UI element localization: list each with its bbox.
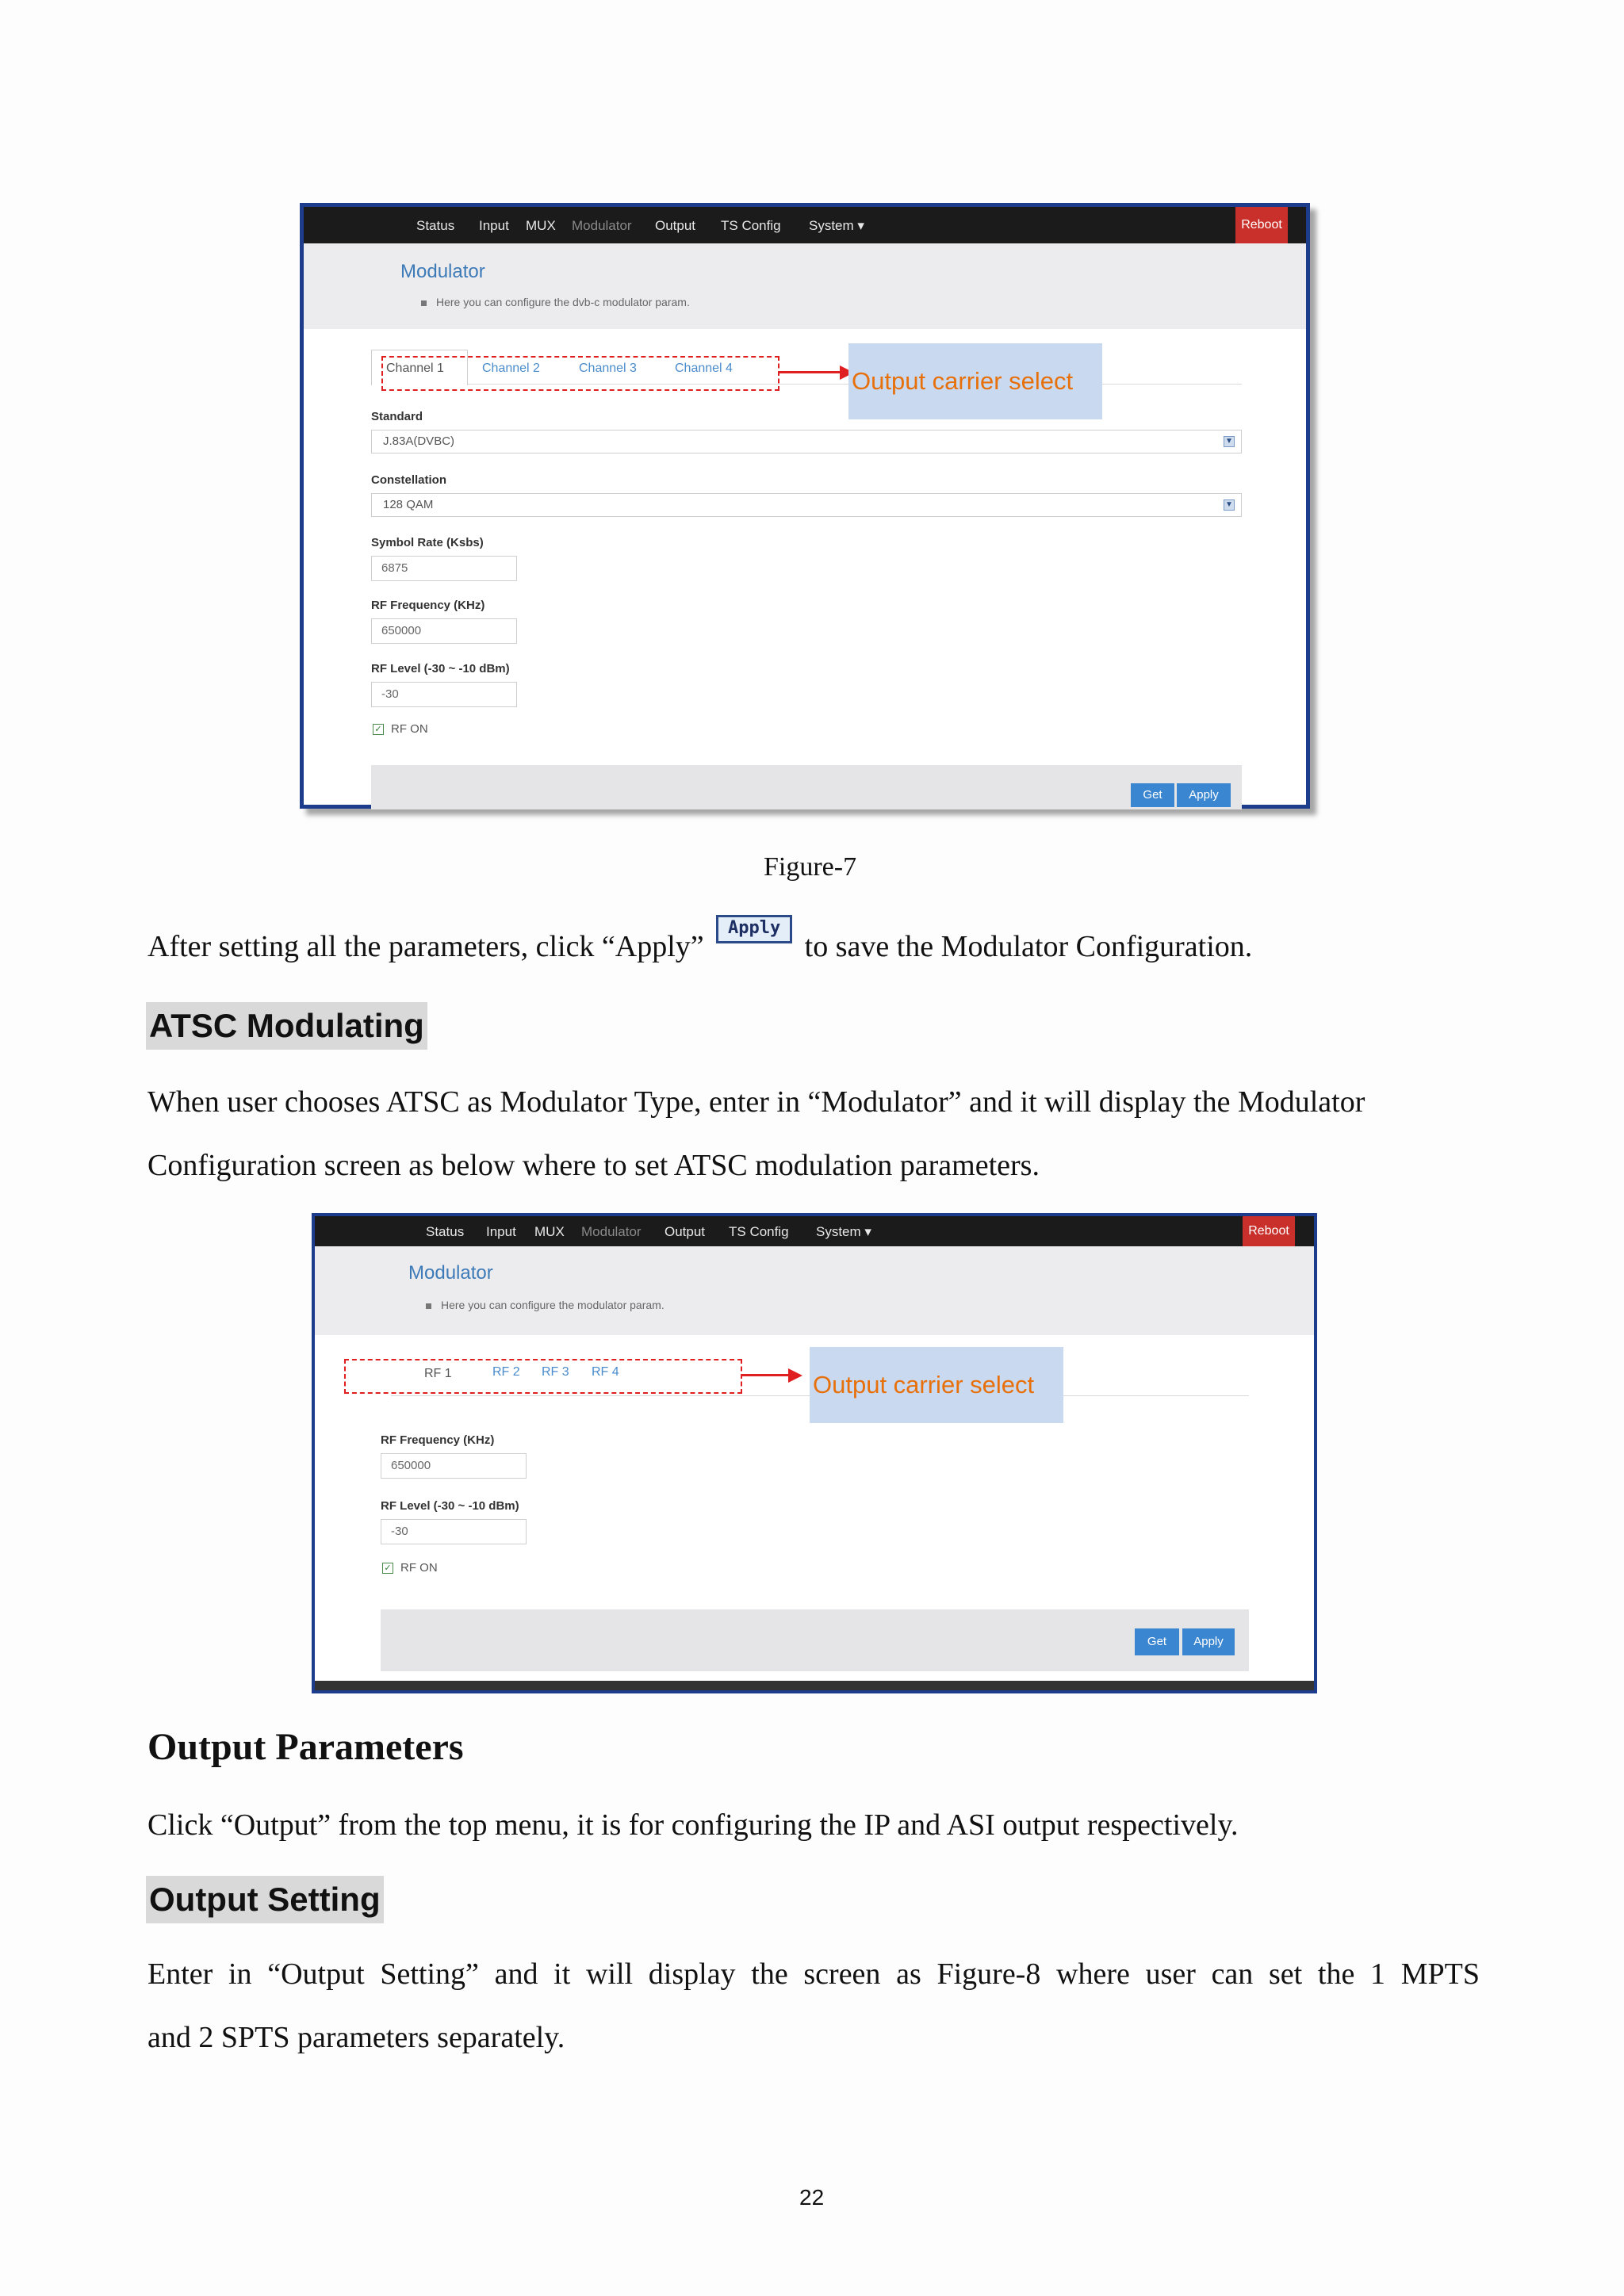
atsc-line-1: When user chooses ATSC as Modulator Type, enter in “Modulator” and it will display the Modulator	[147, 1085, 1365, 1119]
page-subtitle: Here you can configure the dvb-c modulator param.	[421, 296, 690, 308]
output-carrier-callout: Output carrier select	[810, 1347, 1063, 1423]
page-subtitle: Here you can configure the modulator param.	[426, 1299, 665, 1311]
nav-input[interactable]: Input	[486, 1224, 516, 1239]
bullet-icon	[426, 1303, 431, 1309]
symbol-rate-input[interactable]: 6875	[371, 556, 517, 581]
page-title: Modulator	[408, 1262, 493, 1284]
tab-channel-4[interactable]: Channel 4	[675, 362, 733, 375]
figure-caption: Figure-7	[764, 852, 857, 882]
output-parameters-heading: Output Parameters	[147, 1726, 464, 1768]
nav-mux[interactable]: MUX	[534, 1224, 565, 1239]
nav-status[interactable]: Status	[416, 218, 455, 233]
output-setting-paragraph	[147, 1942, 1480, 2069]
output-setting-heading: Output Setting	[146, 1876, 384, 1923]
tab-channel-1[interactable]: Channel 1	[386, 362, 444, 375]
nav-status[interactable]: Status	[426, 1224, 465, 1239]
symbol-rate-label: Symbol Rate (Ksbs)	[371, 536, 484, 549]
standard-label: Standard	[371, 410, 423, 423]
chevron-down-icon: ▼	[1224, 499, 1235, 511]
atsc-line-2: Configuration screen as below where to set ATSC modulation parameters.	[147, 1149, 1040, 1182]
top-navbar	[315, 1216, 1314, 1246]
tab-rf-4[interactable]: RF 4	[592, 1365, 619, 1379]
constellation-label: Constellation	[371, 473, 447, 487]
atsc-paragraph	[147, 1070, 1496, 1197]
nav-modulator[interactable]: Modulator	[581, 1224, 642, 1239]
standard-select[interactable]: J.83A(DVBC) ▼	[371, 430, 1242, 453]
figure-7-screenshot	[300, 203, 1310, 809]
reboot-button[interactable]: Reboot	[1243, 1216, 1295, 1246]
output-paragraph: Click “Output” from the top menu, it is for configuring the IP and ASI output respectively.	[147, 1808, 1239, 1842]
tabs-highlight-box	[344, 1359, 742, 1394]
apply-button[interactable]: Apply	[1177, 783, 1231, 807]
rf-frequency-label: RF Frequency (KHz)	[371, 599, 485, 612]
tab-channel-2[interactable]: Channel 2	[482, 362, 540, 375]
rf-frequency-input[interactable]: 650000	[381, 1453, 527, 1479]
form-footer	[371, 765, 1242, 809]
rf-on-checkbox[interactable]: ✓	[382, 1563, 393, 1574]
rf-frequency-label: RF Frequency (KHz)	[381, 1433, 495, 1447]
nav-system[interactable]: System ▾	[816, 1224, 871, 1239]
apply-button-icon: Apply	[716, 915, 792, 943]
atsc-heading: ATSC Modulating	[146, 1002, 427, 1050]
page-header	[315, 1246, 1314, 1335]
nav-system[interactable]: System ▾	[809, 218, 864, 233]
form-footer	[381, 1609, 1249, 1671]
apply-paragraph: After setting all the parameters, click “Apply” Apply to save the Modulator Configuration.	[147, 915, 1496, 978]
callout-arrow	[742, 1374, 791, 1376]
bottom-bar	[315, 1681, 1314, 1690]
top-navbar	[304, 207, 1306, 243]
tab-rf-2[interactable]: RF 2	[492, 1365, 520, 1379]
page-header	[304, 243, 1306, 329]
apply-button[interactable]: Apply	[1182, 1628, 1235, 1655]
nav-input[interactable]: Input	[479, 218, 509, 233]
callout-arrow	[779, 371, 841, 373]
chevron-down-icon: ▼	[1224, 436, 1235, 447]
tab-rf-1[interactable]: RF 1	[424, 1367, 452, 1380]
nav-modulator[interactable]: Modulator	[572, 218, 632, 233]
nav-output[interactable]: Output	[655, 218, 696, 233]
nav-ts-config[interactable]: TS Config	[729, 1224, 789, 1239]
nav-ts-config[interactable]: TS Config	[721, 218, 781, 233]
rf-level-label: RF Level (-30 ~ -10 dBm)	[381, 1499, 519, 1513]
rf-on-checkbox[interactable]: ✓	[373, 724, 384, 735]
rf-frequency-input[interactable]: 650000	[371, 618, 517, 644]
rf-on-label: RF ON	[400, 1561, 438, 1575]
bullet-icon	[421, 300, 427, 306]
arrow-head-icon	[788, 1368, 802, 1383]
get-button[interactable]: Get	[1135, 1628, 1179, 1655]
rf-level-input[interactable]: -30	[381, 1519, 527, 1544]
tab-rf-3[interactable]: RF 3	[542, 1365, 569, 1379]
output-carrier-callout: Output carrier select	[848, 343, 1102, 419]
page-number: 22	[799, 2185, 825, 2210]
nav-output[interactable]: Output	[665, 1224, 706, 1239]
rf-level-label: RF Level (-30 ~ -10 dBm)	[371, 662, 510, 675]
reboot-button[interactable]: Reboot	[1235, 207, 1288, 243]
output-setting-line-1: Enter in “Output Setting” and it will display the screen as Figure-8 where user can set the 1 MPTS	[147, 1957, 1480, 1991]
get-button[interactable]: Get	[1131, 783, 1174, 807]
page-title: Modulator	[400, 261, 485, 282]
tab-channel-3[interactable]: Channel 3	[579, 362, 637, 375]
rf-on-label: RF ON	[391, 722, 428, 736]
output-setting-line-2: and 2 SPTS parameters separately.	[147, 2021, 565, 2054]
atsc-screenshot	[312, 1213, 1317, 1693]
rf-level-input[interactable]: -30	[371, 682, 517, 707]
constellation-select[interactable]: 128 QAM ▼	[371, 493, 1242, 517]
tabs-highlight-box	[381, 356, 779, 391]
nav-mux[interactable]: MUX	[526, 218, 556, 233]
